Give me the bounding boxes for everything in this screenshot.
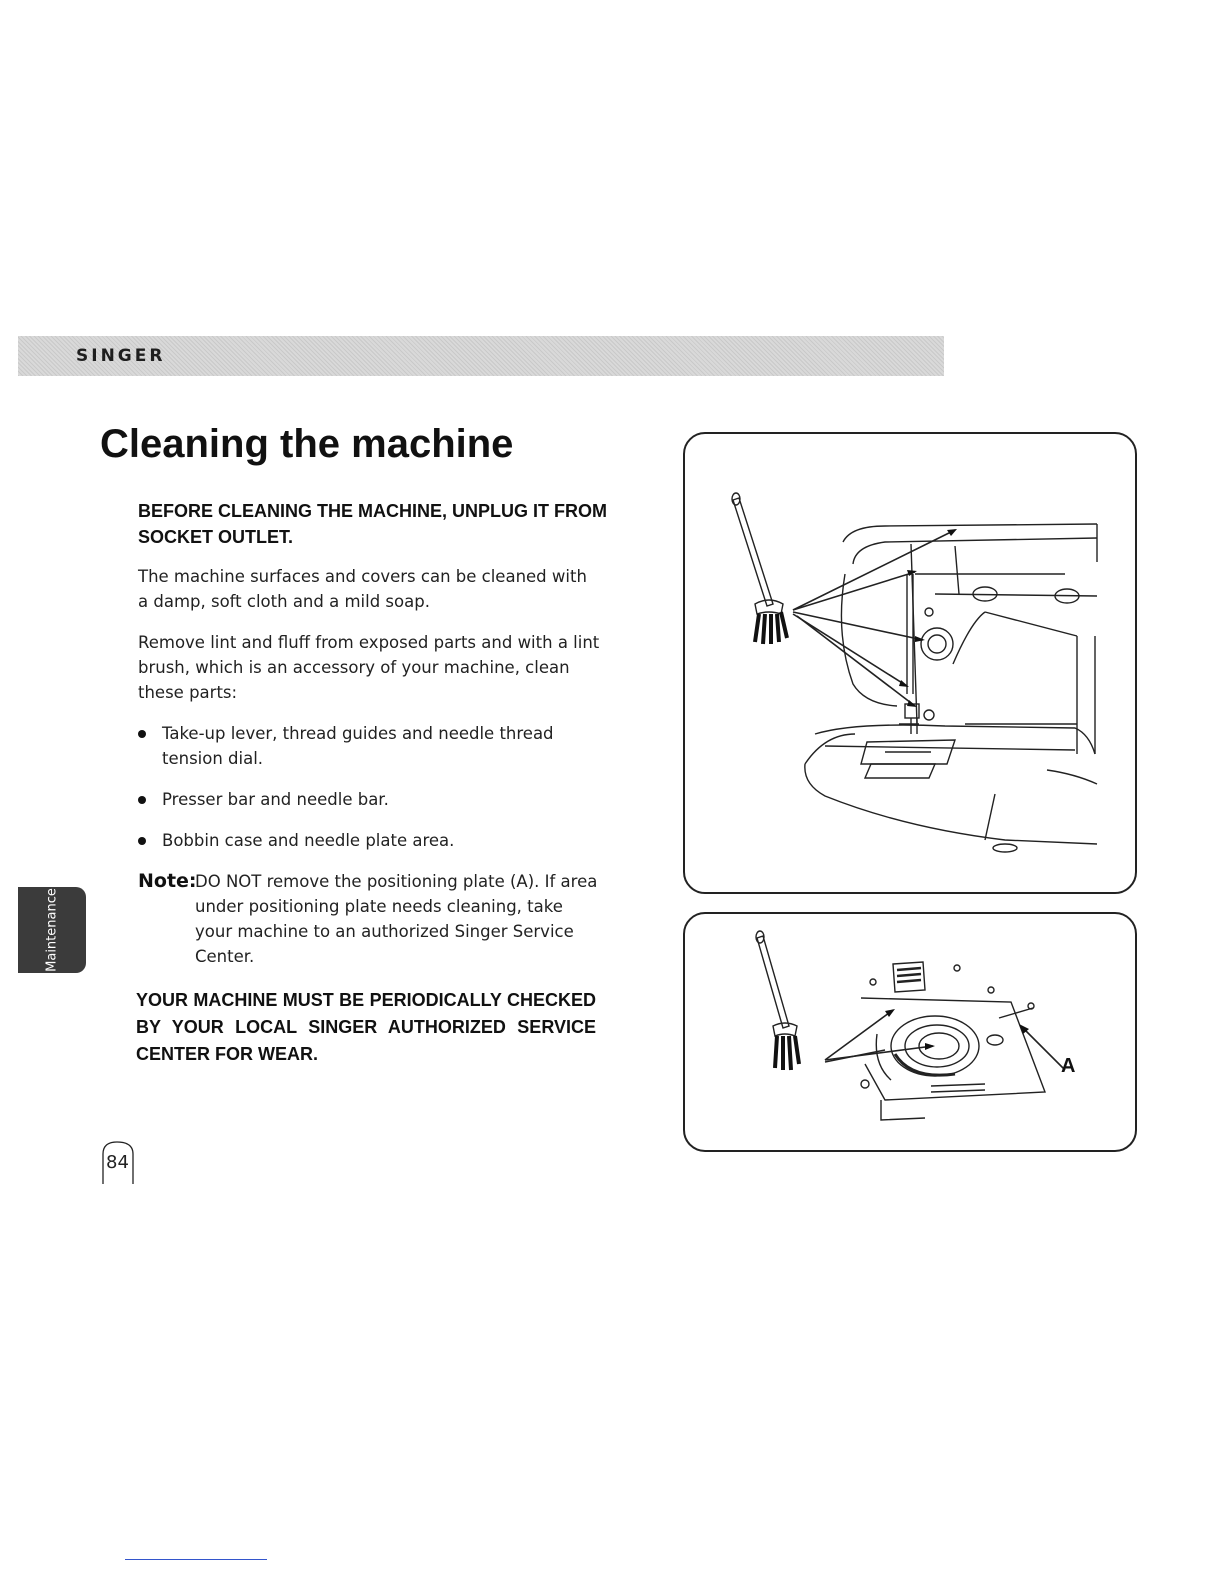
section-tab	[18, 887, 86, 973]
bullet-icon	[138, 730, 146, 738]
lint-brush-icon	[756, 931, 799, 1070]
sewing-machine-illustration	[685, 434, 1135, 892]
bullet-icon	[138, 796, 146, 804]
note-label: Note:	[138, 870, 197, 892]
list-item	[138, 828, 600, 853]
figure-label-a: A	[1061, 1055, 1076, 1077]
bobbin-area-illustration	[685, 914, 1135, 1150]
header-bar	[18, 336, 944, 376]
bullet-icon	[138, 837, 146, 845]
brand-logo: SINGER	[76, 346, 166, 366]
list-item-text: Bobbin case and needle plate area.	[162, 831, 455, 850]
list-item-text: Take-up lever, thread guides and needle thread tension dial.	[162, 724, 554, 768]
lint-brush-icon	[732, 493, 787, 644]
bottom-rule	[125, 1559, 267, 1560]
list-item	[138, 787, 600, 812]
paragraph-surfaces: The machine surfaces and covers can be cleaned with a damp, soft cloth and a mild soap.	[138, 567, 587, 611]
section-tab-label: Maintenance	[44, 888, 60, 972]
note-text: DO NOT remove the positioning plate (A). If area under positioning plate needs cleaning, take your machine to an authorized Singer Service Center.	[195, 872, 598, 966]
unplug-warning: BEFORE CLEANING THE MACHINE, UNPLUG IT FROM SOCKET OUTLET.	[138, 501, 607, 547]
note-block	[138, 869, 600, 969]
figure-bobbin-area	[683, 912, 1137, 1152]
list-item	[138, 721, 600, 771]
service-warning: YOUR MACHINE MUST BE PERIODICALLY CHECKED BY YOUR LOCAL SINGER AUTHORIZED SERVICE CENTER FOR WEAR.	[136, 990, 596, 1064]
page-title: Cleaning the machine	[100, 422, 514, 466]
list-item-text: Presser bar and needle bar.	[162, 790, 389, 809]
page-number-text: 84	[106, 1152, 129, 1173]
paragraph-lint: Remove lint and fluff from exposed parts and with a lint brush, which is an accessory of your machine, clean these parts:	[138, 633, 600, 702]
figure-machine-head	[683, 432, 1137, 894]
page-number	[101, 1140, 135, 1184]
